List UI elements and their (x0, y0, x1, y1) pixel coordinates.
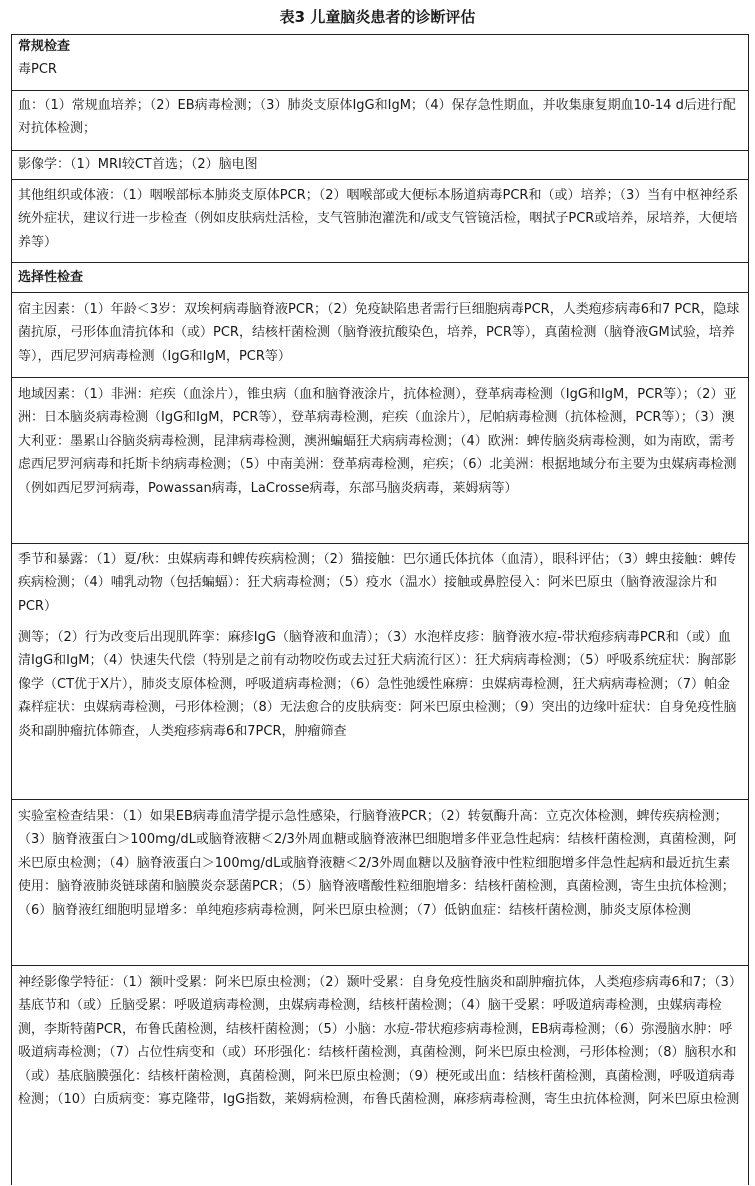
diagnosis-table (11, 34, 749, 1185)
section-heading-selective: 选择性检查 (18, 270, 84, 285)
row-text: 实验室检查结果：（1）如果EB病毒血清学提示急性感染，行脑脊液PCR；（2）转氨酶升高：立克次体检测，蜱传疾病检测；（3）脑脊液蛋白＞100mg/dL或脑脊液糖＜2/3外周血糖或脑脊液淋巴细胞增多伴亚急性起病：结核杆菌检测，真菌检测，阿米巴原虫检测；（4）脑脊液蛋白＞100mg/dL或脑脊液糖＜2/3外周血糖以及脑脊液中性粒细胞增多伴急性起病和最近抗生素使用：脑脊液肺炎链球菌和脑膜炎奈瑟菌PCR；（5）脑脊液嗜酸性粒细胞增多：结核杆菌检测，真菌检测，寄生虫抗体检测；（6）脑脊液红细胞明显增多：单纯疱疹病毒检测，阿米巴原虫检测；（7）低钠血症：结核杆菌检测，肺炎支原体检测 (18, 809, 737, 918)
table-row-clinical-features (12, 626, 748, 800)
row-text: 毒PCR (18, 62, 57, 78)
row-text: 血：（1）常规血培养；（2）EB病毒检测；（3）肺炎支原体IgG和IgM；（4）保存急性期血，并收集康复期血10-14 d后进行配对抗体检测； (18, 98, 736, 137)
row-text: 季节和暴露：（1）夏/秋：虫媒病毒和蜱传疾病检测；（2）猫接触：巴尔通氏体抗体（血清），眼科评估；（3）蜱虫接触：蜱传疾病检测；（4）哺乳动物（包括蝙蝠）：狂犬病毒检测；（5）疫水（温水）接触或鼻腔侵入：阿米巴原虫（脑脊液湿涂片和PCR） (18, 552, 737, 614)
row-text: 影像学：（1）MRI较CT首选；（2）脑电图 (18, 157, 258, 172)
table-row-routine (12, 35, 748, 91)
row-text: 其他组织或体液：（1）咽喉部标本肺炎支原体PCR；（2）咽喉部或大便标本肠道病毒PCR和（或）培养；（3）当有中枢神经系统外症状，建议行进一步检查（例如皮肤病灶活检，支气管肺泡灌洗和/或支气管镜活检，咽拭子PCR或培养，尿培养，大便培养等） (18, 188, 739, 250)
table-title: 表3 儿童脑炎患者的诊断评估 (279, 8, 476, 26)
table-row-other-fluids (12, 180, 748, 263)
row-text: 神经影像学特征：（1）额叶受累：阿米巴原虫检测；（2）颞叶受累：自身免疫性脑炎和副肿瘤抗体，人类疱疹病毒6和7；（3）基底节和（或）丘脑受累：呼吸道病毒检测，虫媒病毒检测，结核杆菌检测；（4）脑干受累：呼吸道病毒检测，虫媒病毒检测，李斯特菌PCR，布鲁氏菌检测，结核杆菌检测；（5）小脑：水痘-带状疱疹病毒检测，EB病毒检测；（6）弥漫脑水肿：呼吸道病毒检测；（7）占位性病变和（或）环形强化：结核杆菌检测，真菌检测，阿米巴原虫检测，弓形体检测；（8）脑积水和（或）基底脑膜强化：结核杆菌检测，真菌检测，阿米巴原虫检测；（9）梗死或出血：结核杆菌检测，真菌检测，呼吸道病毒检测；（10）白质病变：寡克隆带，IgG指数，莱姆病检测，布鲁氏菌检测，麻疹病毒检测，寄生虫抗体检测，阿米巴原虫检测 (18, 975, 742, 1108)
table-row-selective (12, 263, 748, 293)
row-text: 地域因素：（1）非洲：疟疾（血涂片），锥虫病（血和脑脊液涂片，抗体检测），登革病毒检测（IgG和IgM，PCR等）；（2）亚洲：日本脑炎病毒检测（IgG和IgM，PCR等），登革病毒检测，疟疾（血涂片），尼帕病毒检测（抗体检测，PCR等）；（3）澳大利亚：墨累山谷脑炎病毒检测，昆津病毒检测，澳洲蝙蝠狂犬病病毒检测；（4）欧洲：蜱传脑炎病毒检测，如为南欧，需考虑西尼罗河病毒和托斯卡纳病毒检测；（5）中南美洲：登革病毒检测，疟疾；（6）北美洲：根据地域分布主要为虫媒病毒检测（例如西尼罗河病毒，Powassan病毒，LaCrosse病毒，东部马脑炎病毒，莱姆病等） (18, 387, 737, 496)
table-row-lab-results (12, 800, 748, 966)
table-row-host-factors (12, 293, 748, 378)
section-heading-routine: 常规检查 (18, 39, 71, 54)
table-row-blood (12, 91, 748, 151)
table-row-neuroimaging (12, 966, 748, 1186)
table-row-geography (12, 378, 748, 544)
table-row-imaging (12, 151, 748, 180)
table-row-season-exposure (12, 544, 748, 626)
row-text: 宿主因素：（1）年龄＜3岁：双埃柯病毒脑脊液PCR；（2）免疫缺陷患者需行巨细胞病毒PCR，人类疱疹病毒6和7 PCR，隐球菌抗原，弓形体血清抗体和（或）PCR，结核杆菌检测（脑脊液抗酸染色，培养，PCR等），真菌检测（脑脊液GM试验，培养等），西尼罗河病毒检测（IgG和IgM，PCR等） (18, 302, 740, 364)
row-text: 测等；（2）行为改变后出现肌阵挛：麻疹IgG（脑脊液和血清）；（3）水泡样皮疹：脑脊液水痘-带状疱疹病毒PCR和（或）血清IgG和IgM；（4）快速失代偿（特别是之前有动物咬伤或去过狂犬病流行区）：狂犬病病毒检测；（5）呼吸系统症状：胸部影像学（CT优于X片），肺炎支原体检测，呼吸道病毒检测；（6）急性弛缓性麻痹：虫媒病毒检测，狂犬病病毒检测；（7）帕金森样症状：虫媒病毒检测，弓形体检测；（8）无法愈合的皮肤病变：阿米巴原虫检测；（9）突出的边缘叶症状：自身免疫性脑炎和副肿瘤抗体筛查，人类疱疹病毒6和7PCR，肿瘤筛查 (18, 630, 737, 739)
